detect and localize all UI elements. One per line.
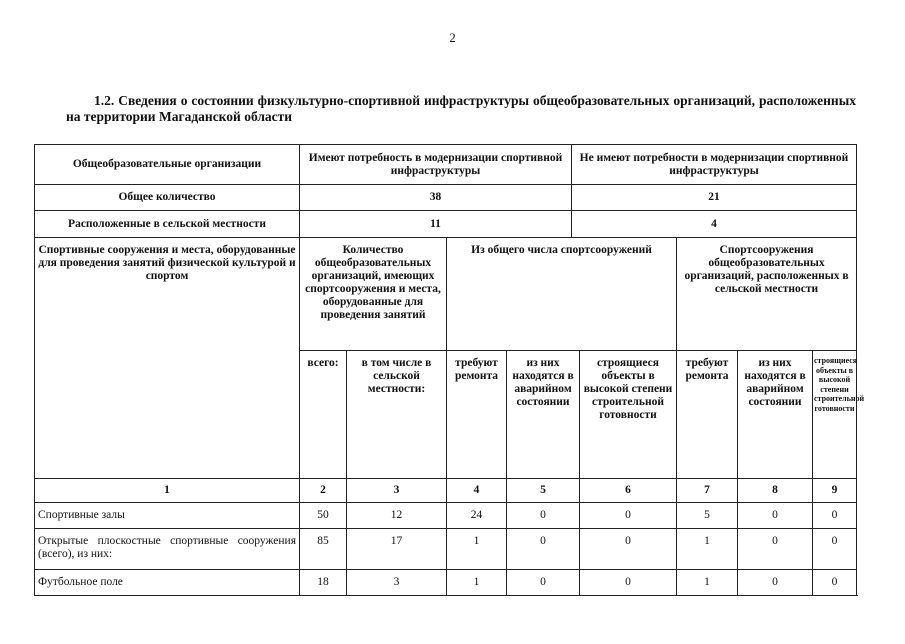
table-row-label: Открытые плоскостные спортивные сооружения (всего), из них:	[34, 528, 299, 569]
row-rural-need: 11	[299, 210, 571, 237]
table-cell: 1	[676, 569, 737, 595]
col-number: 6	[579, 478, 676, 502]
sub-rural-repair: требуют ремонта	[676, 350, 737, 478]
header-org: Общеобразовательные организации	[34, 144, 299, 184]
sub-rural-construction: строящиеся объекты в высокой степени строительной готовности	[812, 350, 857, 478]
sub-total: всего:	[299, 350, 346, 478]
infrastructure-table	[34, 144, 865, 644]
row-total-label: Общее количество	[34, 184, 299, 210]
table-cell: 85	[299, 528, 346, 569]
col-number: 4	[446, 478, 506, 502]
header-need: Имеют потребность в модернизации спортивной инфраструктуры	[299, 144, 571, 184]
table-row-label: Спортивные залы	[34, 502, 299, 528]
table-cell: 0	[812, 569, 857, 595]
table-cell: 0	[506, 528, 579, 569]
table-cell: 0	[506, 502, 579, 528]
header-noneed: Не имеют потребности в модернизации спортивной инфраструктуры	[571, 144, 857, 184]
col-number: 9	[812, 478, 857, 502]
table-cell: 1	[446, 528, 506, 569]
table-cell: 0	[812, 528, 857, 569]
table-cell: 0	[579, 502, 676, 528]
table-cell: 18	[299, 569, 346, 595]
col-number: 7	[676, 478, 737, 502]
sub-construction: строящиеся объекты в высокой степени строительной готовности	[579, 350, 676, 478]
table-cell: 24	[446, 502, 506, 528]
row-rural-noneed: 4	[571, 210, 857, 237]
col-number: 2	[299, 478, 346, 502]
table-bottom-border	[34, 595, 858, 596]
table-cell: 0	[737, 502, 812, 528]
table-cell: 0	[579, 528, 676, 569]
table-cell: 0	[579, 569, 676, 595]
row-total-need: 38	[299, 184, 571, 210]
table-cell: 12	[346, 502, 446, 528]
table-cell: 0	[737, 528, 812, 569]
col-number: 1	[34, 478, 299, 502]
sub-rural-emergency: из них находятся в аварийном состоянии	[737, 350, 812, 478]
col-number: 5	[506, 478, 579, 502]
section-heading: 1.2. Сведения о состоянии физкультурно-спортивной инфраструктуры общеобразовательных организаций, расположенных на территории Магаданской области	[66, 93, 856, 124]
header-count-orgs: Количество общеобразовательных организаций, имеющих спортсооружения и места, оборудованные для проведения занятий	[299, 237, 446, 350]
table-cell: 17	[346, 528, 446, 569]
page-number: 2	[449, 30, 456, 45]
table-cell: 1	[676, 528, 737, 569]
col-number: 8	[737, 478, 812, 502]
table-cell: 0	[506, 569, 579, 595]
table-cell: 3	[346, 569, 446, 595]
row-total-noneed: 21	[571, 184, 857, 210]
table-cell: 5	[676, 502, 737, 528]
table-cell: 0	[812, 502, 857, 528]
sub-repair: требуют ремонта	[446, 350, 506, 478]
table-row-label: Футбольное поле	[34, 569, 299, 595]
row-rural-label: Расположенные в сельской местности	[34, 210, 299, 237]
col-number: 3	[346, 478, 446, 502]
table-cell: 50	[299, 502, 346, 528]
header-rural: Спортсооружения общеобразовательных организаций, расположенных в сельской местности	[676, 237, 857, 350]
sub-emergency: из них находятся в аварийном состоянии	[506, 350, 579, 478]
table-cell: 1	[446, 569, 506, 595]
header-of-total: Из общего числа спортсооружений	[446, 237, 676, 350]
sub-rural: в том числе в сельской местности:	[346, 350, 446, 478]
table-cell: 0	[737, 569, 812, 595]
header-facilities: Спортивные сооружения и места, оборудованные для проведения занятий физической культурой и спортом	[34, 237, 299, 478]
